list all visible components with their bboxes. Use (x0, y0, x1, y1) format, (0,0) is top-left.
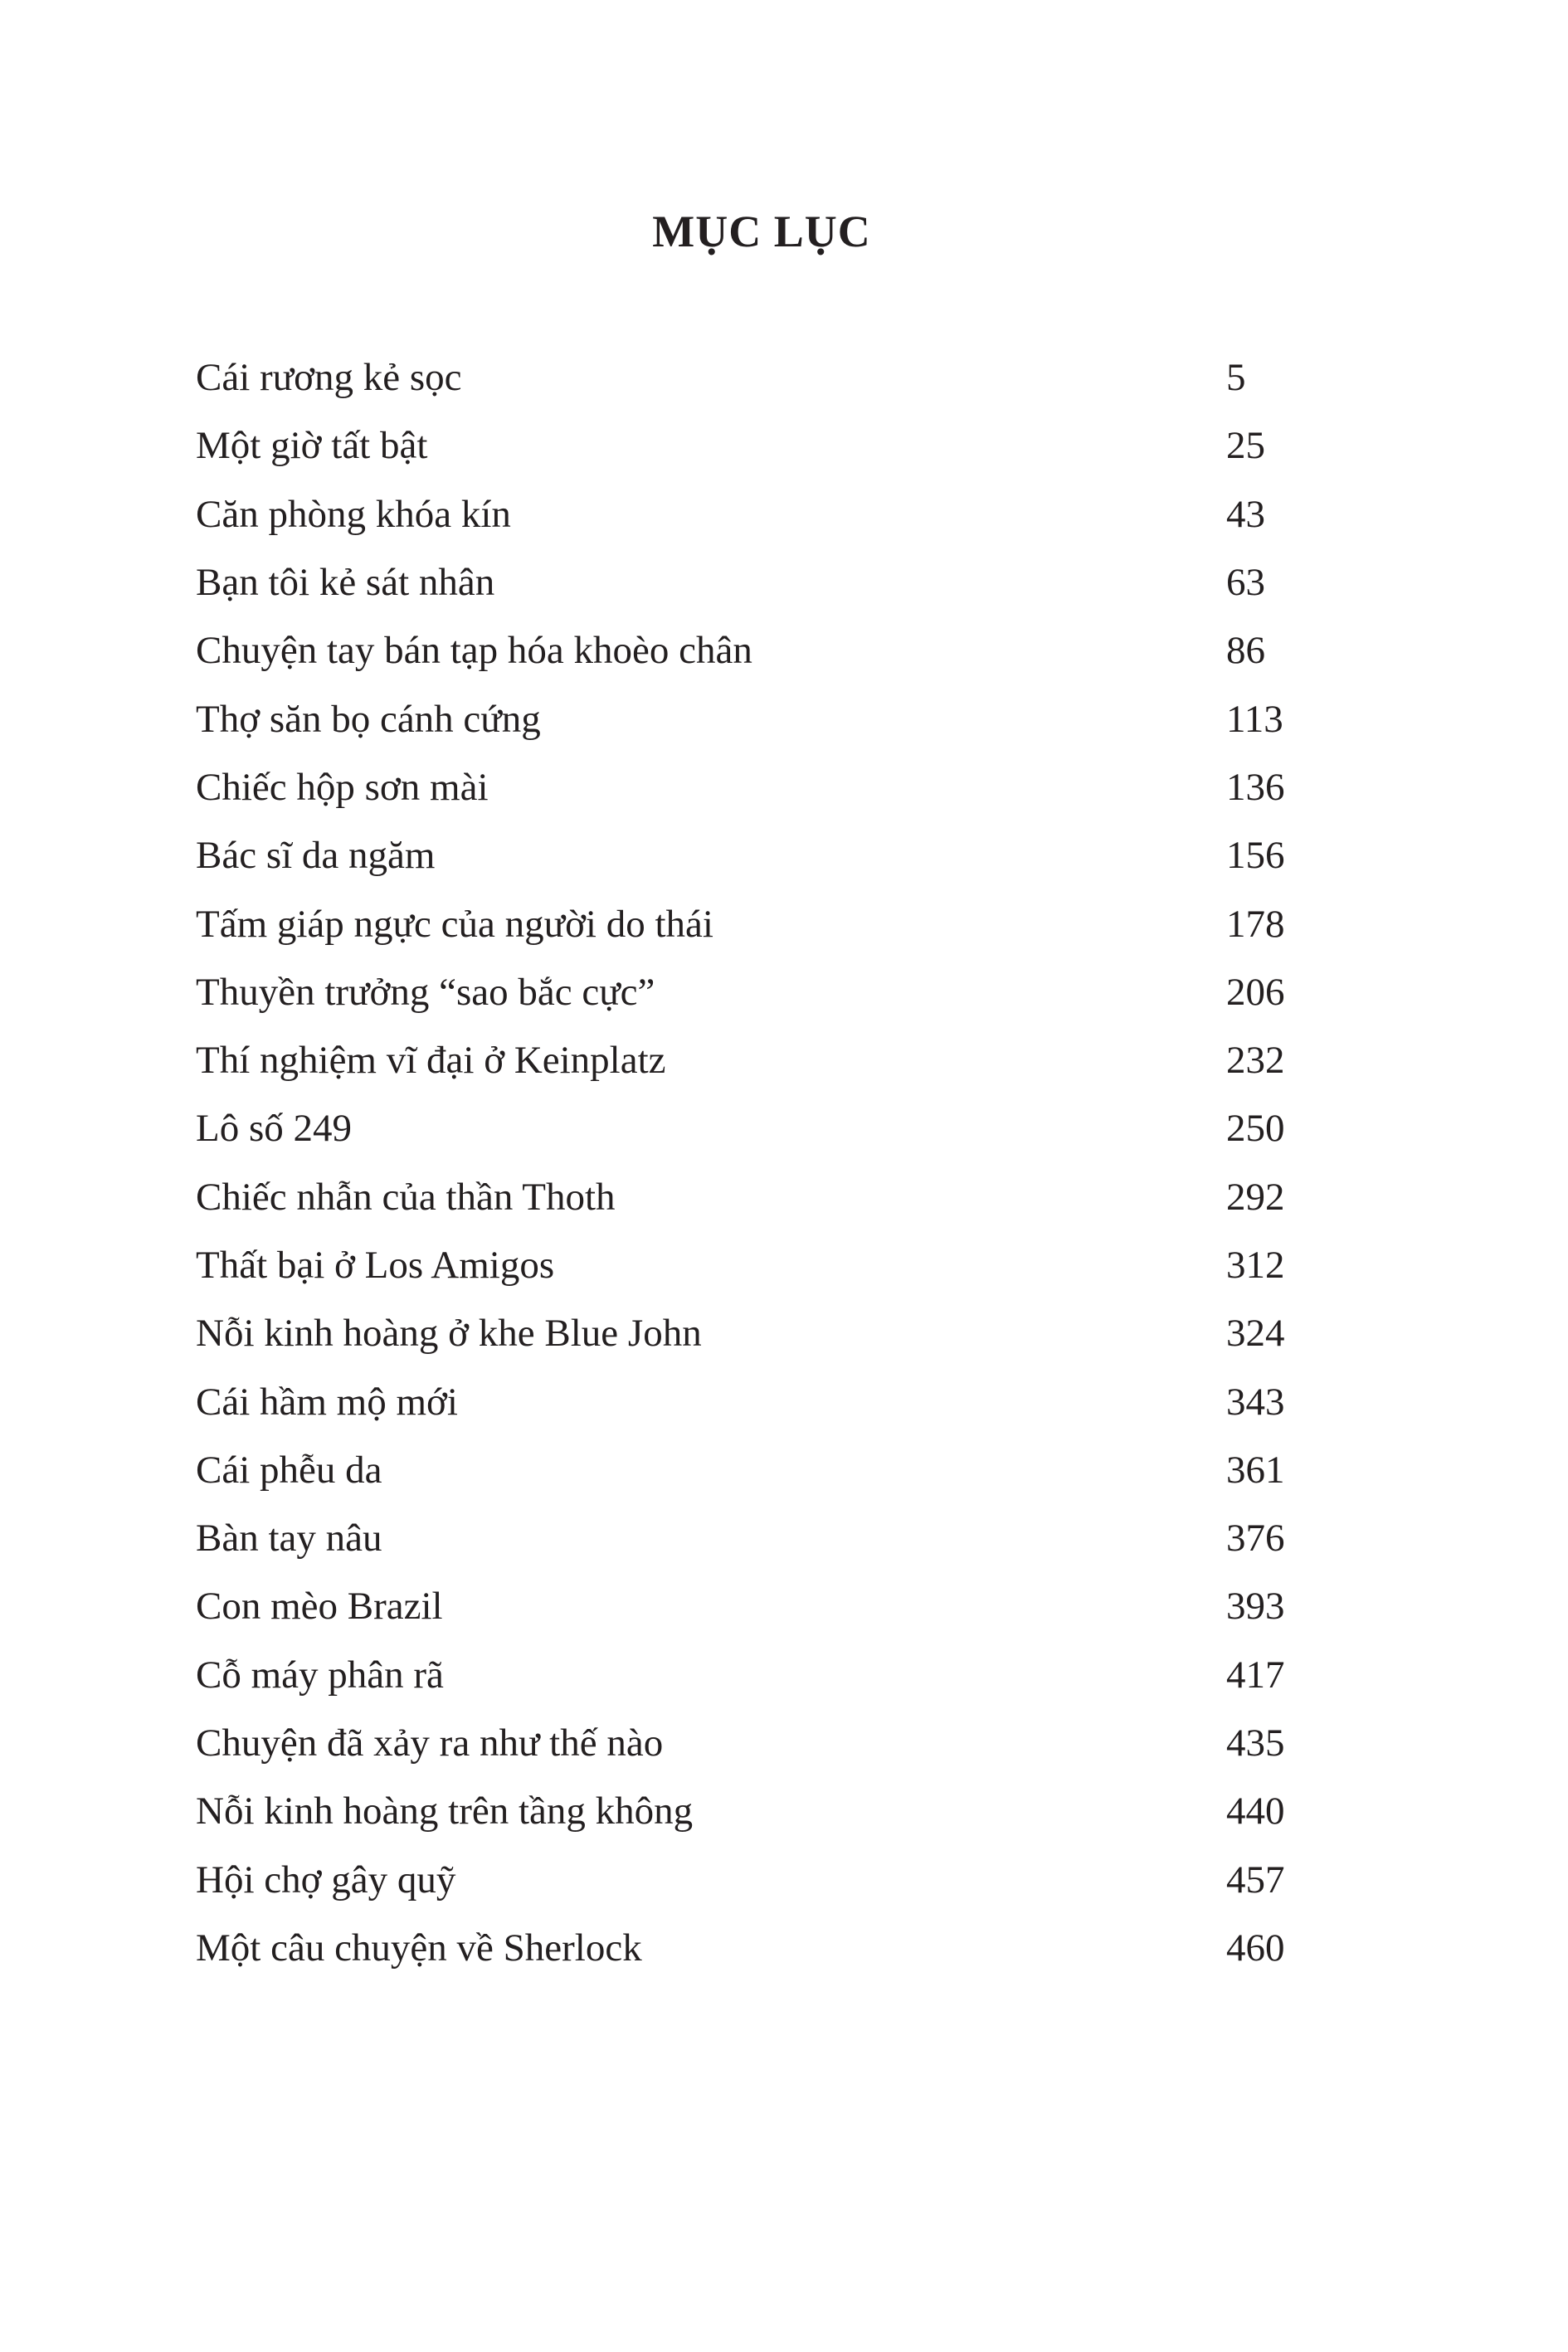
toc-entry-title: Nỗi kinh hoàng trên tầng không (196, 1790, 694, 1833)
toc-entry-title: Cái hầm mộ mới (196, 1380, 458, 1424)
toc-entry-page: 457 (1226, 1858, 1285, 1902)
table-of-contents (196, 343, 1289, 1982)
page-title: MỤC LỤC (652, 207, 871, 256)
toc-entry (196, 1094, 1289, 1162)
toc-entry (196, 1709, 1289, 1777)
toc-entry-page: 343 (1226, 1380, 1285, 1424)
toc-entry (196, 1777, 1289, 1845)
toc-entry (196, 1026, 1289, 1094)
toc-entry-page: 43 (1226, 492, 1265, 536)
toc-entry-page: 5 (1226, 356, 1246, 400)
toc-entry (196, 1367, 1289, 1435)
toc-entry-title: Một câu chuyện về Sherlock (196, 1926, 642, 1970)
toc-entry-page: 113 (1226, 697, 1283, 741)
toc-entry-page: 86 (1226, 629, 1265, 673)
toc-entry-page: 440 (1226, 1790, 1285, 1833)
toc-entry (196, 411, 1289, 480)
toc-entry-title: Cái phễu da (196, 1448, 382, 1492)
toc-entry-title: Bàn tay nâu (196, 1517, 382, 1561)
toc-entry (196, 1846, 1289, 1914)
toc-entry-page: 156 (1226, 834, 1285, 878)
toc-entry (196, 1231, 1289, 1299)
toc-entry (196, 1436, 1289, 1504)
toc-entry (196, 343, 1289, 411)
toc-entry (196, 616, 1289, 684)
toc-entry-page: 324 (1226, 1312, 1285, 1356)
toc-entry (196, 1572, 1289, 1640)
toc-entry-page: 312 (1226, 1244, 1285, 1287)
toc-entry (196, 1299, 1289, 1367)
toc-entry (196, 1163, 1289, 1231)
toc-entry-page: 460 (1226, 1926, 1285, 1970)
toc-entry-title: Tấm giáp ngực của người do thái (196, 902, 713, 946)
toc-entry-title: Chuyện tay bán tạp hóa khoèo chân (196, 629, 752, 673)
toc-entry (196, 821, 1289, 889)
toc-entry-title: Bạn tôi kẻ sát nhân (196, 561, 495, 605)
toc-entry (196, 684, 1289, 752)
toc-entry-page: 63 (1226, 561, 1265, 605)
toc-entry (196, 548, 1289, 616)
toc-entry-title: Chiếc hộp sơn mài (196, 765, 489, 809)
toc-entry (196, 889, 1289, 957)
toc-entry-page: 178 (1226, 902, 1285, 946)
toc-entry-page: 25 (1226, 424, 1265, 468)
toc-entry-title: Hội chợ gây quỹ (196, 1858, 456, 1902)
toc-entry-title: Lô số 249 (196, 1107, 352, 1151)
toc-entry-title: Chuyện đã xảy ra như thế nào (196, 1721, 664, 1765)
toc-entry-page: 232 (1226, 1039, 1285, 1083)
toc-entry-title: Thí nghiệm vĩ đại ở Keinplatz (196, 1039, 666, 1083)
toc-entry-title: Thuyền trưởng “sao bắc cực” (196, 970, 655, 1014)
toc-entry (196, 480, 1289, 548)
toc-entry (196, 1504, 1289, 1572)
toc-entry-title: Thất bại ở Los Amigos (196, 1244, 555, 1287)
toc-entry-page: 292 (1226, 1175, 1285, 1219)
toc-entry-title: Thợ săn bọ cánh cứng (196, 697, 541, 741)
toc-entry-page: 435 (1226, 1721, 1285, 1765)
toc-entry-page: 136 (1226, 765, 1285, 809)
toc-entry-page: 393 (1226, 1585, 1285, 1629)
toc-entry-title: Một giờ tất bật (196, 424, 428, 468)
toc-entry-title: Nỗi kinh hoàng ở khe Blue John (196, 1312, 702, 1356)
toc-entry (196, 753, 1289, 821)
toc-entry (196, 1641, 1289, 1709)
toc-entry-title: Bác sĩ da ngăm (196, 834, 436, 878)
toc-entry-page: 250 (1226, 1107, 1285, 1151)
toc-entry-page: 361 (1226, 1448, 1285, 1492)
toc-entry-title: Căn phòng khóa kín (196, 492, 511, 536)
toc-entry (196, 1914, 1289, 1982)
toc-entry-page: 206 (1226, 970, 1285, 1014)
toc-entry-page: 417 (1226, 1653, 1285, 1697)
toc-entry-title: Con mèo Brazil (196, 1585, 443, 1629)
toc-entry-title: Chiếc nhẫn của thần Thoth (196, 1175, 616, 1219)
toc-entry-title: Cỗ máy phân rã (196, 1653, 444, 1697)
toc-entry (196, 958, 1289, 1026)
toc-entry-title: Cái rương kẻ sọc (196, 356, 462, 400)
toc-entry-page: 376 (1226, 1517, 1285, 1561)
